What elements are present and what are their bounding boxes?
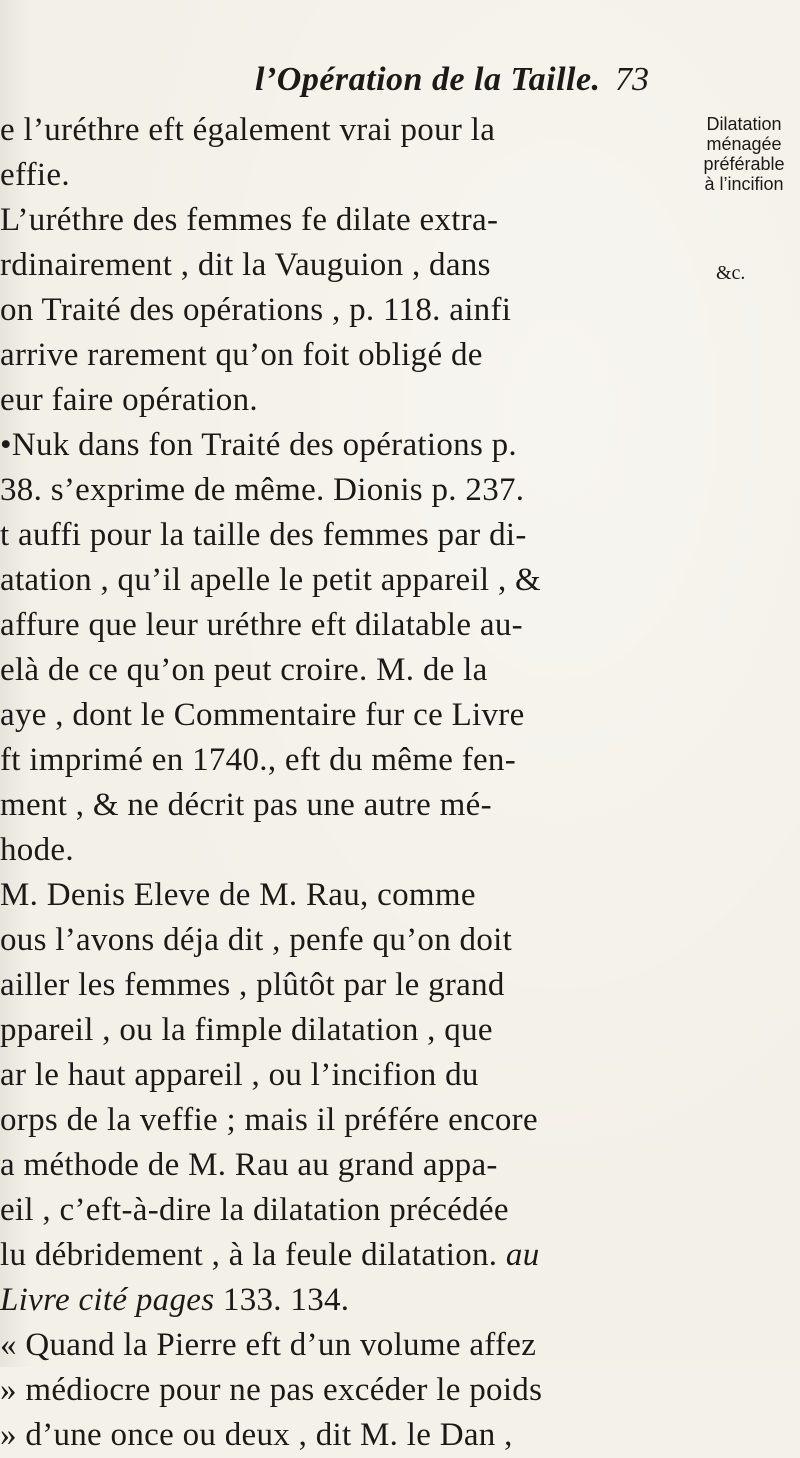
text-line: affure que leur uréthre eft dilatable au- bbox=[0, 607, 523, 643]
text-line: ous l’avons déja dit , penfe qu’on doit bbox=[0, 922, 513, 958]
text-line: e l’uréthre eft également vrai pour la bbox=[0, 112, 496, 148]
text-line: aye , dont le Commentaire fur ce Livre bbox=[0, 697, 525, 733]
margin-note-line: préférable bbox=[703, 154, 785, 174]
text-line: » d’une once ou deux , dit M. le Dan , bbox=[0, 1417, 513, 1453]
text-line bbox=[0, 1278, 720, 1323]
text-line: eur faire opération. bbox=[0, 382, 258, 418]
text-line: ppareil , ou la fimple dilatation , que bbox=[0, 1012, 493, 1048]
text-line: hode. bbox=[0, 832, 74, 868]
text-run: 133. 134. bbox=[214, 1282, 350, 1318]
page-number: 73 bbox=[615, 61, 649, 98]
text-line: ar le haut appareil , ou l’incifion du bbox=[0, 1057, 479, 1093]
text-line: ment , & ne décrit pas une autre mé- bbox=[0, 787, 492, 823]
body-text bbox=[0, 108, 720, 1458]
text-line: elà de ce qu’on peut croire. M. de la bbox=[0, 652, 488, 688]
text-line: arrive rarement qu’on foit obligé de bbox=[0, 337, 483, 373]
text-line: » médiocre pour ne pas excéder le poids bbox=[0, 1372, 543, 1408]
text-line: eil , c’eft-à-dire la dilatation précédée bbox=[0, 1192, 509, 1228]
text-line: •Nuk dans fon Traité des opérations p. bbox=[0, 427, 517, 463]
text-line: orps de la veffie ; mais il préfére encore bbox=[0, 1102, 538, 1138]
text-line: ft imprimé en 1740., eft du même fen- bbox=[0, 742, 517, 778]
text-line: t auffi pour la taille des femmes par di- bbox=[0, 517, 527, 553]
margin-note-line: à l’incifion bbox=[704, 174, 784, 194]
text-line: M. Denis Eleve de M. Rau, comme bbox=[0, 877, 476, 913]
margin-note-line: Dilatation bbox=[706, 114, 782, 134]
text-line: ailler les femmes , plûtôt par le grand bbox=[0, 967, 505, 1003]
margin-etc: &c. bbox=[716, 262, 746, 284]
text-line: a méthode de M. Rau au grand appa- bbox=[0, 1147, 498, 1183]
text-line: 38. s’exprime de même. Dionis p. 237. bbox=[0, 472, 525, 508]
text-line: atation , qu’il apelle le petit appareil , & bbox=[0, 562, 542, 598]
margin-note-line: ménagée bbox=[706, 134, 782, 154]
text-line: effie. bbox=[0, 157, 70, 193]
text-line bbox=[0, 1233, 720, 1278]
running-title: l’Opération de la Taille. bbox=[255, 61, 601, 98]
text-line: rdinairement , dit la Vauguion , dans bbox=[0, 247, 491, 283]
italic-run: au bbox=[497, 1237, 540, 1273]
text-line: on Traité des opérations , p. 118. ainfi bbox=[0, 292, 512, 328]
text-line: L’uréthre des femmes fe dilate extra- bbox=[0, 202, 499, 238]
page-header bbox=[255, 60, 695, 110]
text-run: lu débridement , à la feule dilatation. bbox=[0, 1237, 498, 1273]
italic-run: Livre cité pages bbox=[0, 1282, 215, 1318]
text-line: « Quand la Pierre eft d’un volume affez bbox=[0, 1327, 537, 1363]
